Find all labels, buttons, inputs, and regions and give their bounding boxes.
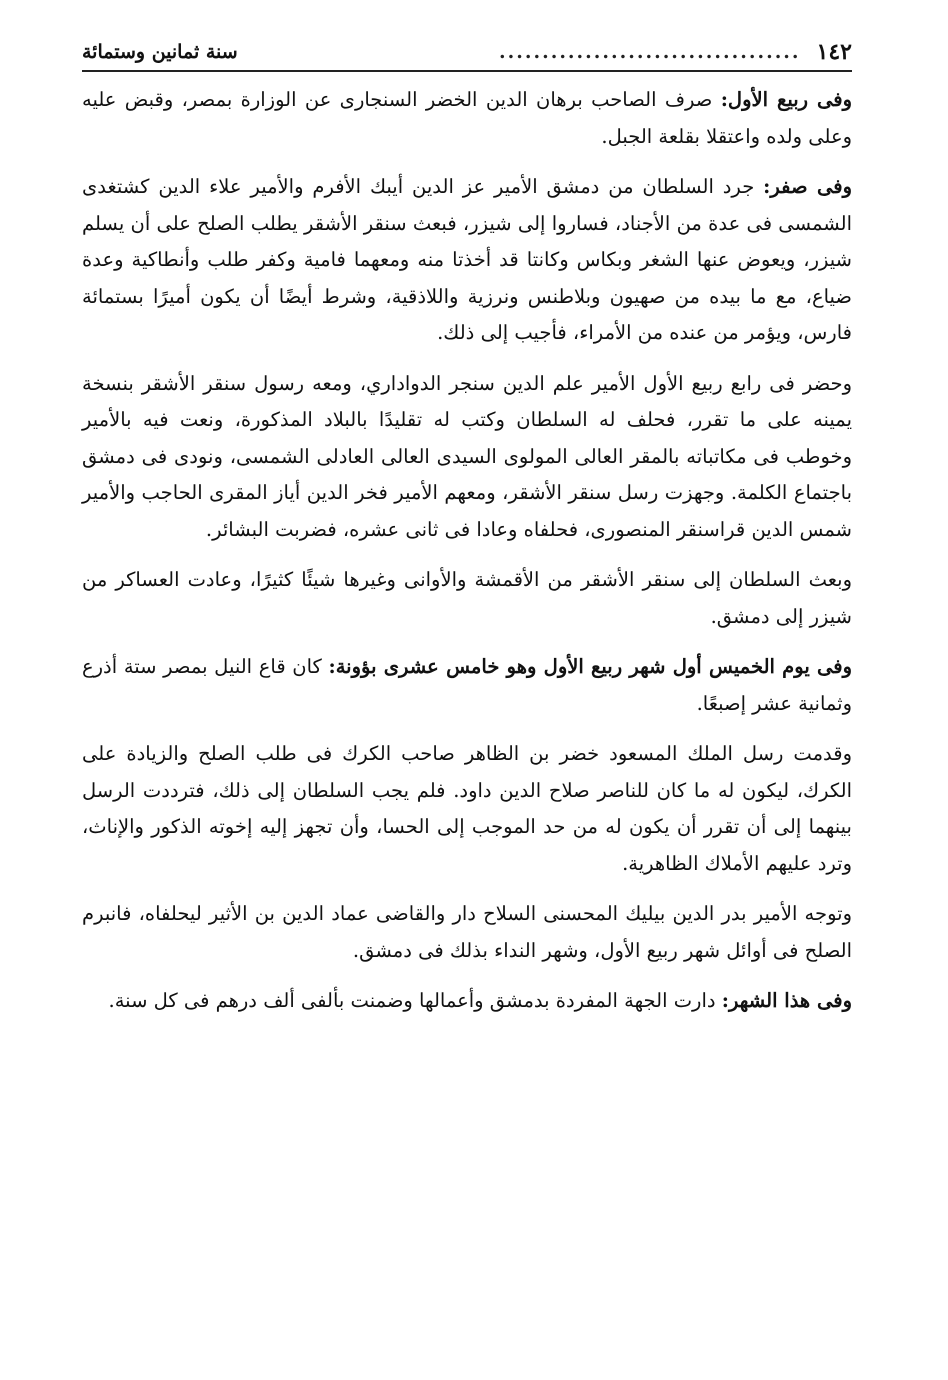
paragraph-lead: وفى يوم الخميس أول شهر ربيع الأول وهو خامس عشرى بؤونة: <box>328 655 852 678</box>
paragraph-text: دارت الجهة المفردة بدمشق وأعمالها وضمنت بألفى ألف درهم فى كل سنة. <box>108 989 722 1012</box>
paragraph-text: وتوجه الأمير بدر الدين بيليك المحسنى السلاح دار والقاضى عماد الدين بن الأثير ليحلفاه، فانبرم الصلح فى أوائل شهر ربيع الأول، وشهر النداء بذلك فى دمشق. <box>82 902 852 962</box>
paragraph-text: وبعث السلطان إلى سنقر الأشقر من الأقمشة والأوانى وغيرها شيئًا كثيرًا، وعادت العساكر من شيزر إلى دمشق. <box>82 568 852 628</box>
paragraph-text: وحضر فى رابع ربيع الأول الأمير علم الدين سنجر الدواداري، ومعه رسول سنقر الأشقر بنسخة يمينه على ما تقرر، فحلف له السلطان وكتب له تقليدًا بالبلاد المذكورة، ونعت فيه بالأمير وخوطب فى مكاتباته بالمقر العالى المولوى السيدى العالى العادلى الشمسى، ونودى فى دمشق باجتماع الكلمة. وجهزت رسل سنقر الأشقر، ومعهم الأمير فخر الدين أياز المقرى الحاجب والأمير شمس الدين قراسنقر المنصورى، فحلفاه وعادا فى ثانى عشره، فضربت البشائر. <box>82 371 852 541</box>
paragraph-text: كان قاع النيل بمصر ستة أذرع وثمانية عشر إصبعًا. <box>82 655 852 715</box>
paragraph-lead: وفى ربيع الأول: <box>720 88 852 111</box>
paragraph-oath-treaty <box>82 366 852 549</box>
header-leader-dots: ................................... <box>499 41 801 63</box>
paragraph-text: جرد السلطان من دمشق الأمير عز الدين أيبك الأفرم والأمير علاء الدين كشتغدى الشمسى فى عدة من الأجناد، فساروا إلى شيزر، فبعث سنقر الأشقر يطلب الصلح على أن يسلم شيزر، ويعوض عنها الشغر وبكاس وكانتا قد أخذتا منه ومعهما فامية وكفر طلب وأنطاكية وعدة ضياع، مع ما بيده من صهيون وبلاطنس ونرزية واللاذقية، وشرط أيضًا أن يكون أميرًا بستمائة فارس، ويؤمر من عنده من الأمراء، فأجيب إلى ذلك. <box>82 175 852 344</box>
paragraph-safar-expedition <box>82 169 852 352</box>
page-number: ١٤٢ <box>816 39 852 65</box>
paragraph-karak-envoys <box>82 736 852 882</box>
paragraph-text: وقدمت رسل الملك المسعود خضر بن الظاهر صاحب الكرك فى طلب الصلح والزيادة على الكرك، ليكون له ما كان للناصر صلاح الدين داود. فلم يجب السلطان إلى ذلك، فترددت الرسل بينهما إلى أن تقرر أن يكون له من حد الموجب إلى الحسا، وأن تجهز إليه إخوته الذكور والإناث، وترد عليهم الأملاك الظاهرية. <box>82 742 852 875</box>
paragraph-text: صرف الصاحب برهان الدين الخضر السنجارى عن الوزارة بمصر، وقبض عليه وعلى ولده واعتقلا بقلعة الجبل. <box>82 88 852 148</box>
paragraph-rabi-awwal-vizier <box>82 82 852 155</box>
running-title: سنة ثمانين وستمائة <box>82 41 238 63</box>
paragraph-lead: وفى صفر: <box>763 175 852 198</box>
paragraph-nile-level <box>82 649 852 722</box>
paragraph-lead: وفى هذا الشهر: <box>721 989 852 1012</box>
paragraph-gifts <box>82 562 852 635</box>
document-page <box>82 34 852 1034</box>
page-header <box>82 34 852 72</box>
paragraph-peace-concluded <box>82 896 852 969</box>
paragraph-this-month <box>82 983 852 1020</box>
